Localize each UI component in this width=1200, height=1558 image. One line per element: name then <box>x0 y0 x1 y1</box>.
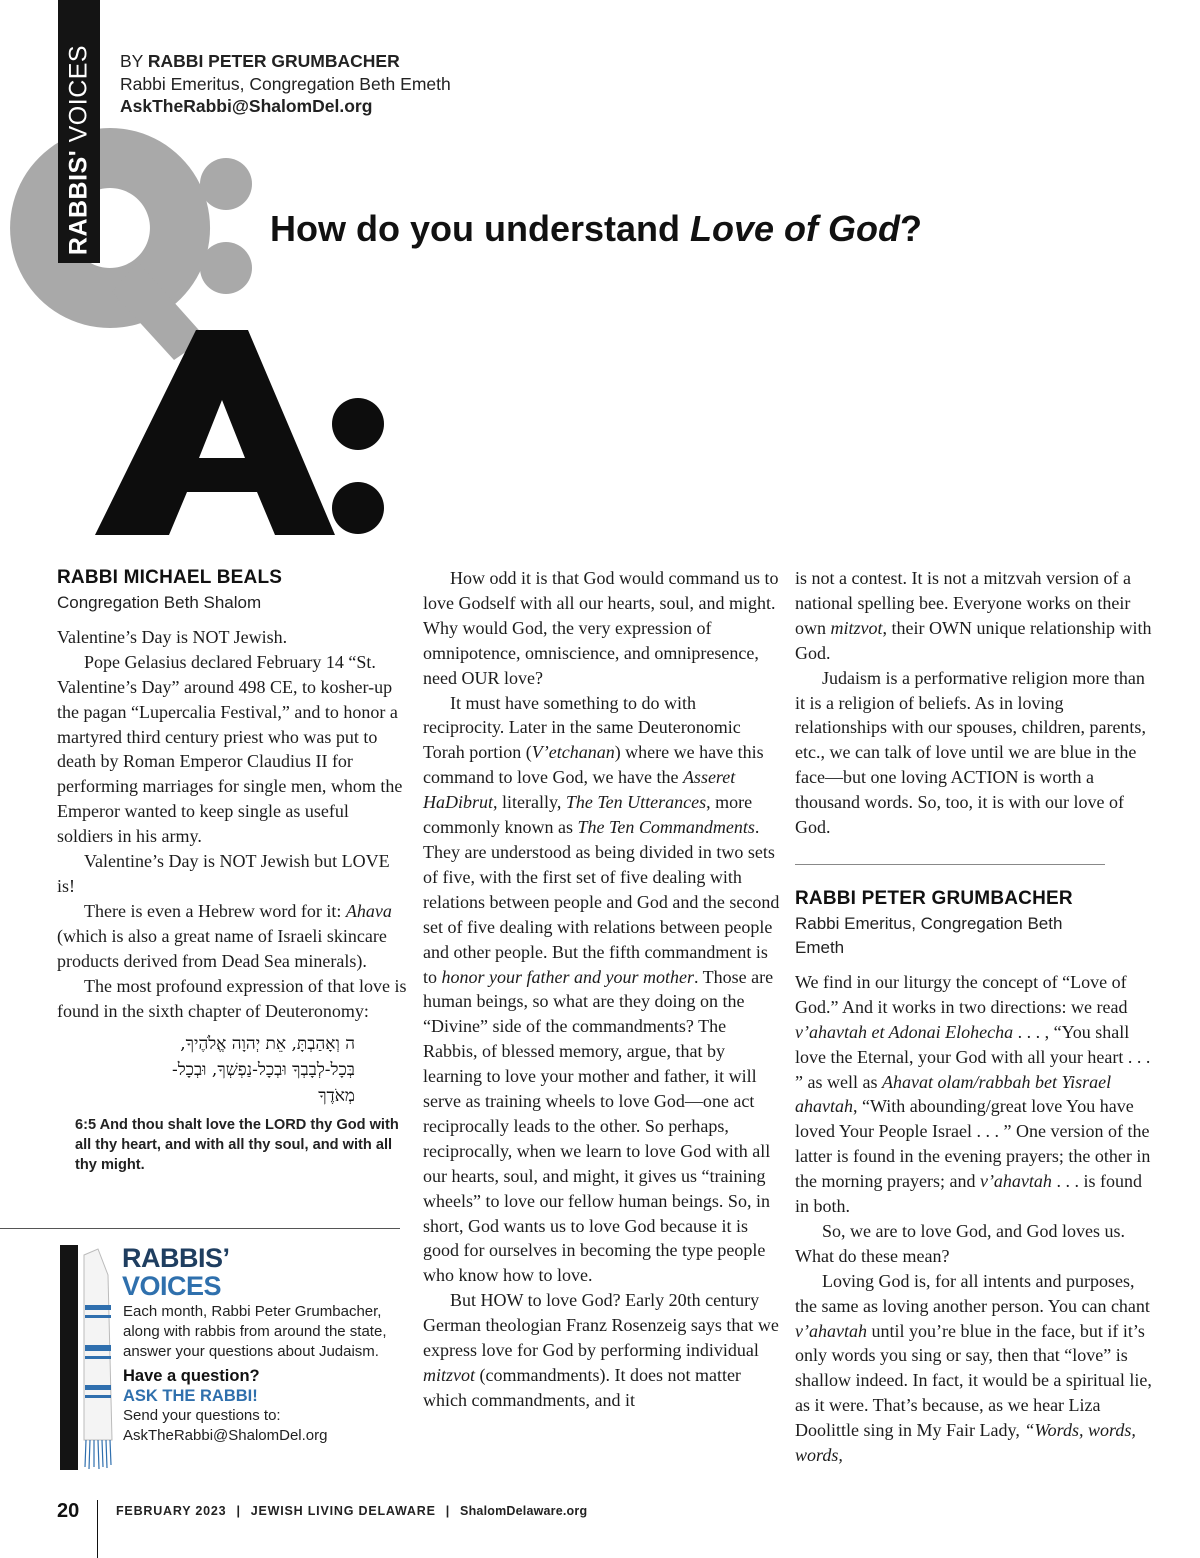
paragraph: The most profound expression of that love is found in the sixth chapter of Deuteronomy: <box>57 975 407 1021</box>
box-title <box>122 1244 230 1300</box>
text-italic: mitzvot <box>423 1365 475 1385</box>
text-italic: The Ten Utterances <box>565 792 707 813</box>
hebrew-line: מְאֹדֶךָ <box>318 1086 355 1107</box>
hebrew-verse <box>57 1031 355 1109</box>
divider <box>795 864 1105 865</box>
footer-site[interactable]: ShalomDelaware.org <box>460 1504 588 1518</box>
text-italic: v’ahavtah <box>979 1171 1052 1192</box>
text: . They are understood as being divided in two sets of five, with the first set of five dealing with relations between people and God and the second set of five dealing with relations between people and other people. But the fifth commandment is to <box>423 817 780 987</box>
byline-by: BY <box>120 51 148 71</box>
paragraph <box>57 899 407 974</box>
paragraph <box>423 1288 781 1413</box>
section-tab-light: VOICES <box>64 44 93 150</box>
text: But HOW to love God? Early 20th century German theologian Franz Rosenzeig says that we express love for God by performing individual <box>423 1290 779 1361</box>
text-italic: Ahava <box>345 900 392 921</box>
paragraph: Pope Gelasius declared February 14 “St. Valentine’s Day” around 498 CE, to kosher-up the pagan “Lupercalia Festival,” and to honor a martyred third century priest who was put to death by Roman Emperor Claudius II for performing marriages for single men, whom the Emperor wanted to keep single as useful soldiers in his army. <box>57 651 403 847</box>
text: , literally, <box>493 792 566 813</box>
text: It must have something to do with reciprocity. Later in the same Deuteronomic Torah portion ( <box>423 692 741 763</box>
box-title-line2: VOICES <box>122 1271 222 1301</box>
text: , their OWN unique relationship with God. <box>795 617 1152 663</box>
text-italic: honor your father and your mother <box>441 966 694 987</box>
footer-publication: JEWISH LIVING DELAWARE <box>250 1504 436 1518</box>
paragraph <box>795 566 1155 666</box>
column-1 <box>57 566 407 1175</box>
paragraph <box>795 970 1155 1219</box>
paragraph: So, we are to love God, and God loves us. What do these mean? <box>795 1220 1125 1266</box>
verse-translation: 6:5 And thou shalt love the LORD thy God with all thy heart, and with all thy soul, and with all thy might. <box>75 1117 399 1174</box>
box-body <box>123 1302 393 1446</box>
text-italic: v’ahavtah <box>795 1320 867 1341</box>
byline-email[interactable]: AskTheRabbi@ShalomDel.org <box>120 96 373 116</box>
text: . Those are human beings, so what are they doing on the “Divine” side of the commandments? The Rabbis, of blessed memory, argue, that by learning to love your mother and father, it will serve as training wheels to love God—one act reciprocally leads to the other. So perhaps, reciprocally, when we learn to love God with all our hearts, soul, and might, it gives us “training wheels” to love our fellow human beings. So, in short, God wants us to love God because it is good for ourselves in becoming the type people who know how to love. <box>423 966 774 1286</box>
author-name: RABBI PETER GRUMBACHER <box>795 887 1073 909</box>
text-italic: v’ahavtah et Adonai Elohecha <box>795 1021 1014 1042</box>
column-3 <box>795 566 1155 1468</box>
box-send: Send your questions to: <box>123 1407 281 1424</box>
text: until you’re blue in the face, but if it’s only words you sing or say, then that “love” is shallow indeed. In fact, it would be a spiritual lie, as it were. That’s because, as we hear Liza Doolittle sing in My Fair Lady, <box>795 1320 1152 1441</box>
box-ask: ASK THE RABBI! <box>123 1387 258 1405</box>
hebrew-line: בְּכָל-לְבָבְךָ וּבְכָל-נַפְשְׁךָ, וּבְכָל- <box>171 1060 355 1081</box>
section-tab-bold: RABBIS' <box>64 149 93 256</box>
text: Loving God is, for all intents and purposes, the same as loving another person. You can chant <box>795 1270 1150 1316</box>
paragraph: Judaism is a performative religion more than it is a religion of beliefs. As in loving relationships with our spouses, children, parents, etc., we can talk of love until we are blue in the face—but one loving ACTION is worth a thousand words. So, too, it is with our love of God. <box>795 667 1146 838</box>
question-heading <box>270 208 922 250</box>
text: . . . , “You shall love the Eternal, your God with all your heart . . . ” as well as <box>795 1021 1151 1092</box>
footer-text <box>116 1504 587 1518</box>
text: is not a contest. It is not a mitzvah version of a national spelling bee. Everyone works on their own <box>795 568 1131 638</box>
text-italic: Asseret HaDibrut <box>423 767 736 813</box>
question-emph: Love of God <box>690 208 900 249</box>
author-name: RABBI MICHAEL BEALS <box>57 567 283 588</box>
text-italic: “Words, words, words, <box>795 1420 1136 1466</box>
byline-title: Rabbi Emeritus, Congregation Beth Emeth <box>120 73 451 94</box>
paragraph <box>423 691 781 1289</box>
footer-sep: | <box>445 1504 451 1518</box>
text-italic: The Ten Commandments <box>577 817 755 838</box>
text-italic: mitzvot <box>830 617 883 638</box>
text: (which is also a great name of Israeli skincare products derived from Dead Sea minerals). <box>57 925 387 971</box>
text-italic: V’etchanan <box>531 742 615 763</box>
footer-issue: FEBRUARY 2023 <box>116 1504 227 1518</box>
byline <box>120 50 451 118</box>
text: ) where we have this command to love God, we have the <box>423 742 764 788</box>
box-email[interactable]: AskTheRabbi@ShalomDel.org <box>123 1427 328 1444</box>
question-suffix: ? <box>900 208 922 249</box>
divider <box>0 1228 400 1229</box>
author-affiliation: Rabbi Emeritus, Congregation Beth Emeth <box>795 913 1063 957</box>
box-question: Have a question? <box>123 1367 260 1385</box>
text-italic: Ahavat olam/rabbah bet Yisrael ahavtah <box>795 1071 1112 1117</box>
box-accent-bar <box>60 1245 78 1470</box>
question-prefix: How do you understand <box>270 208 690 249</box>
box-description: Each month, Rabbi Peter Grumbacher, along with rabbis from around the state, answer your questions about Judaism. <box>123 1303 387 1360</box>
text: , “With abounding/great love You have loved Your People Israel . . . ” One version of the latter is found in the evening prayers; the other in the morning prayers; and <box>795 1096 1151 1192</box>
section-tab-label <box>58 0 100 263</box>
tallit-image <box>78 1245 114 1470</box>
text: (commandments). It does not matter which commandments, and it <box>423 1365 741 1410</box>
text: There is even a Hebrew word for it: <box>84 900 346 921</box>
byline-name: RABBI PETER GRUMBACHER <box>147 51 400 71</box>
hebrew-line: ה וְאָהַבְתָּ, אֵת יְהוָה אֱלֹהֶיךָ, <box>180 1034 355 1055</box>
column-2 <box>423 566 781 1413</box>
paragraph: Valentine’s Day is NOT Jewish. <box>57 626 288 647</box>
author-affiliation: Congregation Beth Shalom <box>57 592 262 612</box>
box-title-line1: RABBIS’ <box>122 1243 230 1273</box>
text: , more commonly known as <box>423 792 753 838</box>
footer-divider <box>97 1500 98 1558</box>
footer-sep: | <box>236 1504 241 1518</box>
paragraph <box>795 1269 1155 1468</box>
text: . . . is found in both. <box>795 1171 1142 1217</box>
paragraph: Valentine’s Day is NOT Jewish but LOVE is! <box>57 851 390 896</box>
paragraph: How odd it is that God would command us to love Godself with all our hearts, soul, and might. Why would God, the very expression of omnipotence, omniscience, and omnipresence, need OUR love? <box>423 568 779 688</box>
text: We find in our liturgy the concept of “Love of God.” And it works in two directions: we read <box>795 971 1128 1017</box>
page-number: 20 <box>57 1500 80 1522</box>
